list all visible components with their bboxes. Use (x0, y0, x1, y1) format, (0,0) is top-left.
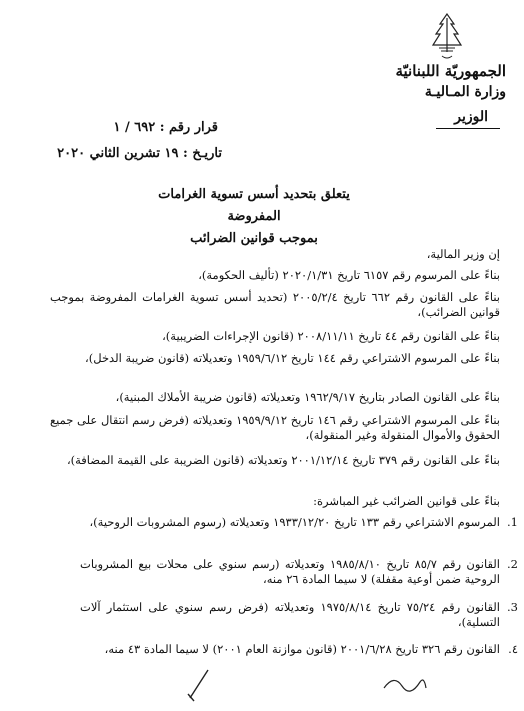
list-item-text: القانون رقم ٧٥/٢٤ تاريخ ١٩٧٥/٨/١٤ وتعديلاته (فرض رسم سنوي على استثمار آلات التسلية)، (80, 600, 501, 629)
paragraph-6: بناءً على المرسوم الاشتراعي رقم ١٤٦ تاريخ ١٩٥٩/٩/١٢ وتعديلاته (فرض رسم انتقال على جميع الحقوق والأموال المنقولة وغير المنقولة)، (50, 413, 501, 442)
subject-heading (144, 184, 364, 250)
ministry-title: وزارة المـاليـة (424, 84, 506, 100)
paragraph-2: بناءً على القانون رقم ٦٦٢ تاريخ ٢٠٠٥/٢/٤ (تحديد أسس تسوية الغرامات المفروضة بموجب قوانين الضرائب)، (50, 290, 500, 319)
document-body (50, 247, 518, 677)
list-item-number: 2. (507, 557, 518, 571)
handwritten-signature-mark (180, 668, 216, 702)
list-item-text: القانون رقم ٣٢٦ تاريخ ٢٠٠١/٦/٢٨ (قانون موازنة العام ٢٠٠١) لا سيما المادة ٤٣ منه، (104, 642, 500, 656)
paragraph-7: بناءً على القانون رقم ٣٧٩ تاريخ ٢٠٠١/١٢/١٤ وتعديلاته (قانون الضريبة على القيمة المضافة)، (66, 453, 500, 467)
list-item-number: ٤. (508, 642, 518, 656)
intro-line: إن وزير المالية، (426, 247, 500, 261)
paragraph-1: بناءً على المرسوم رقم ٦١٥٧ تاريخ ٢٠٢٠/١/٣١ (تأليف الحكومة)، (198, 268, 500, 282)
list-item (80, 515, 518, 530)
list-item-text: المرسوم الاشتراعي رقم ١٣٣ تاريخ ١٩٣٣/١٢/٢٠ وتعديلاته (رسوم المشروبات الروحية)، (89, 515, 500, 529)
minister-underline (436, 128, 500, 129)
cedar-emblem-icon (430, 12, 464, 62)
list-item (80, 557, 518, 587)
paragraph-3: بناءً على القانون رقم ٤٤ تاريخ ٢٠٠٨/١١/١١ (قانون الإجراءات الضريبية)، (162, 329, 500, 343)
list-item-number: 1. (507, 515, 518, 529)
decision-number: قرار رقم : ٦٩٢ / ١ (113, 120, 218, 135)
list-item (80, 600, 518, 630)
list-item-text: القانون رقم ٨٥/٧ تاريخ ١٩٨٥/٨/١٠ وتعديلاته (رسم سنوي على محلات بيع المشروبات الروحية ضمن أوعية مقفلة) لا سيما المادة ٢٦ منه، (80, 557, 500, 586)
minister-title: الوزير (454, 109, 488, 125)
paragraph-5: بناءً على القانون الصادر بتاريخ ١٩٦٢/٩/١٧ وتعديلاته (قانون ضريبة الأملاك المبنية)، (115, 390, 500, 404)
paragraph-8: بناءً على قوانين الضرائب غير المباشرة: (313, 494, 500, 508)
republic-title: الجمهوريّة اللبنانيّة (395, 62, 506, 80)
list-item (80, 642, 518, 657)
list-item-number: 3. (507, 600, 518, 614)
handwritten-initial-mark (380, 668, 430, 696)
paragraph-4: بناءً على المرسوم الاشتراعي رقم ١٤٤ تاريخ ١٩٥٩/٦/١٢ وتعديلاته (قانون ضريبة الدخل)، (85, 351, 500, 365)
subject-line-2: بموجب قوانين الضرائب (190, 231, 318, 246)
decision-date: تاريـخ : ١٩ تشرين الثاني ٢٠٢٠ (57, 146, 222, 161)
subject-line-1: يتعلق بتحديد أسس تسوية الغرامات المفروضة (158, 187, 350, 224)
